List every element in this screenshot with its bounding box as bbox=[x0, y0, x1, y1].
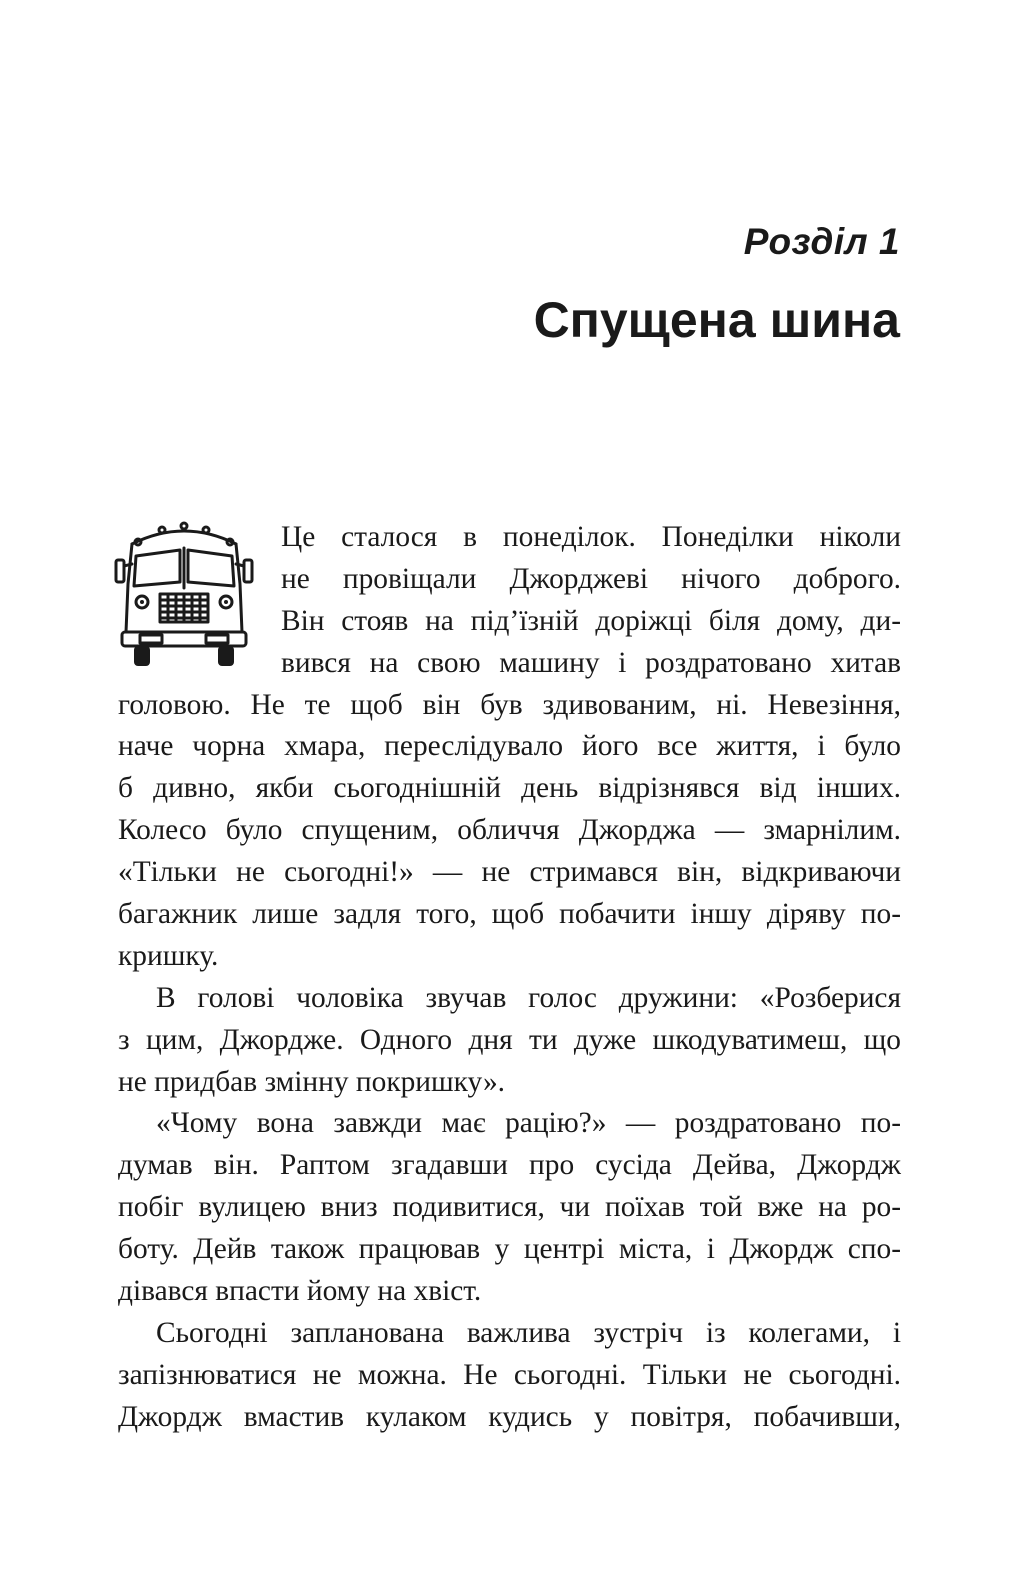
text-line: з цим, Джордже. Одного дня ти дуже шкодуватимеш, що bbox=[118, 1023, 901, 1056]
text-line: побіг вулицею вниз подивитися, чи поїхав той вже на ро- bbox=[118, 1191, 901, 1224]
chapter-title: Спущена шина bbox=[533, 292, 900, 348]
text-line: Сьогодні запланована важлива зустріч із колегами, і bbox=[156, 1316, 901, 1349]
text-line: не придбав змінну покришку». bbox=[118, 1065, 506, 1098]
text-line: головою. Не те щоб він був здивованим, ні. Невезіння, bbox=[118, 688, 901, 721]
text-line: б дивно, якби сьогоднішній день відрізнявся від інших. bbox=[118, 772, 901, 805]
text-line: В голові чоловіка звучав голос дружини: «Розберися bbox=[156, 981, 901, 1014]
text-line: вився на свою машину і роздратовано хитав bbox=[281, 646, 901, 679]
text-line: запізнюватися не можна. Не сьогодні. Тільки не сьогодні. bbox=[118, 1358, 901, 1391]
text-line: Це сталося в понеділок. Понеділки ніколи bbox=[281, 521, 901, 553]
text-line: Джордж вмастив кулаком кудись у повітря, побачивши, bbox=[118, 1400, 901, 1433]
text-line: кришку. bbox=[118, 939, 219, 972]
text-line: дівався впасти йому на хвіст. bbox=[118, 1275, 482, 1308]
text-line: Він стояв на під’їзній доріжці біля дому, ди- bbox=[281, 604, 901, 637]
chapter-label: Розділ 1 bbox=[743, 221, 900, 262]
text-line: «Чому вона завжди має рацію?» — роздратовано по- bbox=[156, 1107, 901, 1140]
text-line: «Тільки не сьогодні!» — не стримався він, відкриваючи bbox=[118, 856, 901, 889]
text-line: Колесо було спущеним, обличчя Джорджа — змарнілим. bbox=[118, 814, 901, 847]
text-line: наче чорна хмара, переслідувало його все життя, і було bbox=[118, 730, 901, 763]
text-line: багажник лише задля того, щоб побачити іншу діряву по- bbox=[118, 898, 901, 931]
text-line: думав він. Раптом згадавши про сусіда Дейва, Джордж bbox=[118, 1149, 901, 1182]
text-line: боту. Дейв також працював у центрі міста, і Джордж спо- bbox=[118, 1233, 901, 1266]
body-text bbox=[118, 517, 901, 1439]
text-line: не провіщали Джорджеві нічого доброго. bbox=[281, 562, 901, 595]
